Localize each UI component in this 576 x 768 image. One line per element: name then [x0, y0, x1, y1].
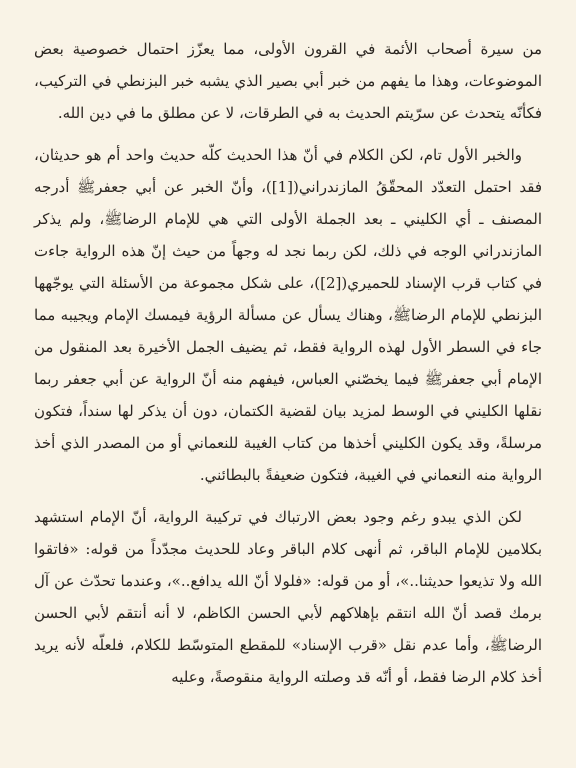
paragraph-3: لكن الذي يبدو رغم وجود بعض الارتباك في تركيبة الرواية، أنّ الإمام استشهد بكلامين للإمام الباقر، ثم أنهى كلام الباقر وعاد للحديث مجدّداً من قوله: «فاتقوا الله ولا تذيعوا حديثنا..»، أو من قوله: «فلولا أنّ الله يدافع..»، وعندما تحدّث عن آل برمك قصد أنّ الله انتقم بإهلاكهم لأبي الحسن الكاظم، لا أنه أنتقم لأبي الحسن الرضاﷺ، وأما عدم نقل «قرب الإسناد» للمقطع المتوسّط للكلام، فلعلّه لأنه يريد أخذ كلام الرضا فقط، أو أنّه قد وصلته الرواية منقوصةً، وعليه: [34, 508, 542, 686]
paragraph-2: والخبر الأول تام، لكن الكلام في أنّ هذا الحديث كلّه حديث واحد أم هو حديثان، فقد احتمل التعدّد المحقّقُ المازندراني([1])، وأنّ الخبر عن أبي جعفرﷺ أدرجه المصنف ـ أي الكليني ـ بعد الجملة الأولى التي هي للإمام الرضاﷺ، ولم يذكر المازندراني الوجه في ذلك، لكن ربما نجد له وجهاً من حيث إنّ هذه الرواية جاءت في كتاب قرب الإسناد للحميري([2])، على شكل مجموعة من الأسئلة التي يوجّهها البزنطي للإمام الرضاﷺ، وهناك يسأل عن مسألة الرؤية فيمسك الإمام ويجيبه مما جاء في السطر الأول لهذه الرواية فقط، ثم يضيف الجمل الأخيرة بعد المنقول من الإمام أبي جعفرﷺ فيما يخصّني العباس، فيفهم منه أنّ الرواية عن أبي جعفر ربما نقلها الكليني في الوسط لمزيد بيان لقضية الكتمان، دون أن يذكر لها سنداً، فتكون مرسلةً، وقد يكون الكليني أخذها من كتاب الغيبة للنعماني أو من المصدر الذي أخذ الرواية منه النعماني في الغيبة، فتكون ضعيفةً بالبطائني.: [34, 146, 542, 484]
paragraph-1: من سيرة أصحاب الأئمة في القرون الأولى، مما يعزّز احتمال خصوصية بعض الموضوعات، وهذا ما يفهم من خبر أبي بصير الذي يشبه خبر البزنطي في التركيب، فكأنّه يتحدث عن سرّيتم الحديث به في الطرقات، لا عن مطلق ما في دين الله.: [34, 40, 542, 122]
